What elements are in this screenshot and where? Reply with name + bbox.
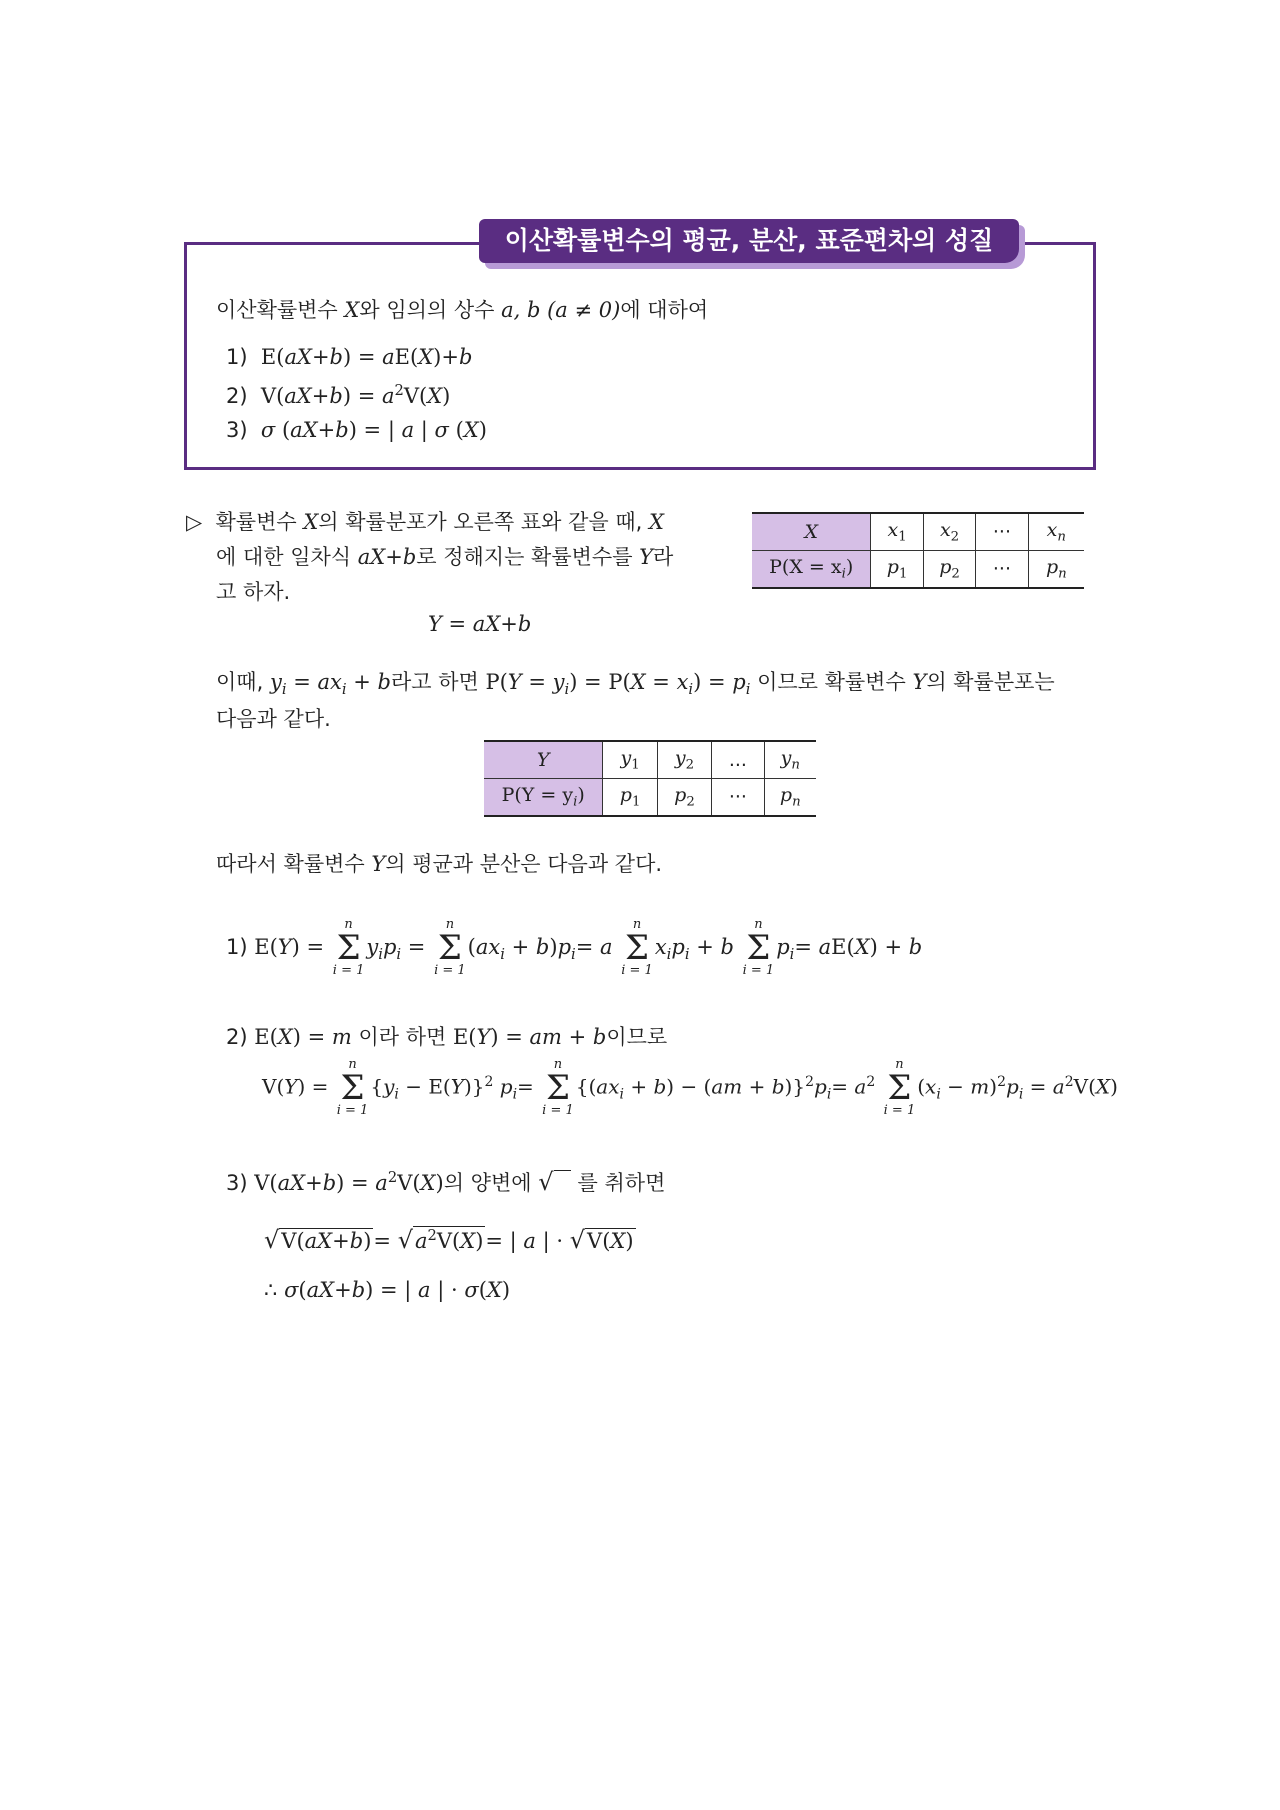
table-cell: X — [752, 513, 871, 551]
x-distribution-table — [752, 512, 1084, 589]
para2-line2: 다음과 같다. — [216, 707, 331, 731]
sigma-symbol: n Σ i = 1 — [332, 917, 365, 978]
para1-text-2e: 라 — [653, 545, 674, 569]
table-cell: $p_1$ — [871, 551, 923, 589]
intro-consts: a, b — [501, 298, 541, 322]
property-2: 2) $V(aX+b) = a^2V(X)$ — [226, 382, 451, 409]
para3-text-a: 따라서 확률변수 — [216, 852, 372, 876]
table-cell: $p_1$ — [603, 779, 657, 817]
table-cell: $y_2$ — [657, 741, 711, 779]
table-cell: $x_1$ — [871, 513, 923, 551]
intro-condition: (a ≠ 0) — [540, 298, 621, 322]
para1-var: X — [303, 510, 319, 534]
proof-3-number: 3) — [226, 1171, 248, 1195]
para2-text-e: 의 확률분포는 — [926, 670, 1055, 694]
table-cell: $P(X = x_i)$ — [752, 551, 871, 589]
table-row — [752, 513, 1084, 551]
sigma-symbol: n Σ i = 1 — [336, 1057, 369, 1118]
proof-2-number: 2) — [226, 1025, 248, 1049]
intro-text-2: 와 임의의 상수 — [359, 298, 502, 322]
proof-1-number: 1) — [226, 935, 248, 959]
para1-var-y: Y — [639, 545, 654, 569]
para1-text-2c: 로 정해지는 확률변수를 — [416, 545, 640, 569]
proof-2-line2: V(Y) = n Σ i = 1 $\{y_i - E(Y)\}^2$ $p_i=$ n Σ i = 1 $\{(ax_i + b) - (am + b)\}^2p_i= a^2$ n Σ i = 1 $(x_i - m)^2p_i = a^2V(X)$ — [262, 1057, 1118, 1118]
para2-text-a: 이때, — [216, 670, 270, 694]
sigma-symbol: n Σ i = 1 — [742, 917, 775, 978]
proof-2-line1: 2) E(X) = m 이라 하면 E(Y) = am + b이므로 — [226, 1025, 668, 1049]
para3 — [216, 848, 662, 878]
para2-var: Y — [912, 670, 927, 694]
table-cell: Y — [484, 741, 603, 779]
sigma-symbol: n Σ i = 1 — [883, 1057, 916, 1118]
para1-text-2a: 에 대한 일차식 — [216, 545, 358, 569]
table-cell: $p_n$ — [764, 779, 816, 817]
box-intro — [216, 294, 708, 324]
para2-line1: 이때, $y_i = ax_i + b$라고 하면 $P(Y = y_i) = P(X = x_i) = p_i$ 이므로 확률변수 Y의 확률분포는 — [216, 670, 1055, 699]
para3-var: Y — [371, 852, 386, 876]
property-2-number: 2) — [226, 384, 248, 409]
property-1: 1) E(aX+b) = aE(X)+b — [226, 345, 473, 369]
property-3: 3) σ (aX+b) = | a | σ (X) — [226, 418, 487, 442]
para1-text-c: 의 확률분포가 오른쪽 표와 같을 때, — [318, 510, 650, 534]
proof-3-conclusion: ∴ σ(aX+b) = | a | · σ(X) — [264, 1278, 511, 1302]
table-cell: $p_2$ — [657, 779, 711, 817]
sigma-symbol: n Σ i = 1 — [542, 1057, 574, 1118]
table-cell: ··· — [712, 779, 764, 817]
para1-text: 확률변수 — [215, 510, 304, 534]
table-cell: $y_1$ — [603, 741, 657, 779]
therefore-icon: ∴ — [264, 1278, 278, 1302]
proof-3-line2: $√V(aX+b)= √a^2V(X)=$ | a | · √V(X) — [264, 1226, 634, 1255]
table-row — [752, 551, 1084, 589]
sigma-symbol: n Σ i = 1 — [434, 917, 466, 978]
para1-line3: 고 하자. — [216, 580, 291, 604]
proof-2-text1: 이라 하면 — [351, 1025, 453, 1049]
table-cell: ··· — [976, 513, 1028, 551]
intro-var-x: X — [344, 298, 360, 322]
para1-var-d: X — [649, 510, 664, 534]
table-cell: $x_n$ — [1028, 513, 1084, 551]
para1-line1 — [186, 506, 664, 536]
para1-line2 — [216, 541, 673, 571]
table-cell: $y_n$ — [764, 741, 816, 779]
table-cell: $x_2$ — [923, 513, 975, 551]
section-title: 이산확률변수의 평균, 분산, 표준편차의 성질 — [479, 219, 1019, 263]
table-cell: $p_2$ — [923, 551, 975, 589]
table-cell: $P(Y = y_i)$ — [484, 779, 603, 817]
intro-text-5: 에 대하여 — [620, 298, 709, 322]
sqrt-icon: √ — [538, 1168, 554, 1196]
para2-text-b: 라고 하면 — [390, 670, 486, 694]
proof-1: 1) E(Y) = n Σ i = 1 $y_ip_i$ = n Σ i = 1 $(ax_i + b)p_i= a$ n Σ i = 1 $x_ip_i + b$ n Σ i = 1 $p_i= aE(X) + b$ — [226, 917, 923, 978]
y-distribution-table — [484, 740, 816, 817]
table-cell: $p_n$ — [1028, 551, 1084, 589]
property-3-number: 3) — [226, 418, 248, 442]
table-cell: ··· — [976, 551, 1028, 589]
table-row — [484, 779, 816, 817]
center-equation: Y = aX+b — [428, 612, 532, 636]
para2-text-c: 이므로 확률변수 — [750, 670, 913, 694]
proof-2-text2: 이므로 — [606, 1025, 668, 1049]
property-1-number: 1) — [226, 345, 248, 369]
triangle-marker-icon: ▷ — [186, 510, 203, 534]
table-row — [484, 741, 816, 779]
table-cell: ... — [712, 741, 764, 779]
proof-3-line1: 3) $V(aX+b) = a^2V(X)$의 양변에 √ 를 취하면 — [226, 1168, 666, 1196]
proof-3-text2: 를 취하면 — [570, 1171, 666, 1195]
intro-text: 이산확률변수 — [216, 298, 345, 322]
sigma-symbol: n Σ i = 1 — [621, 917, 653, 978]
para3-text-c: 의 평균과 분산은 다음과 같다. — [385, 852, 663, 876]
para1-expr: aX+b — [357, 545, 417, 569]
proof-3-text1: 의 양변에 — [443, 1171, 539, 1195]
